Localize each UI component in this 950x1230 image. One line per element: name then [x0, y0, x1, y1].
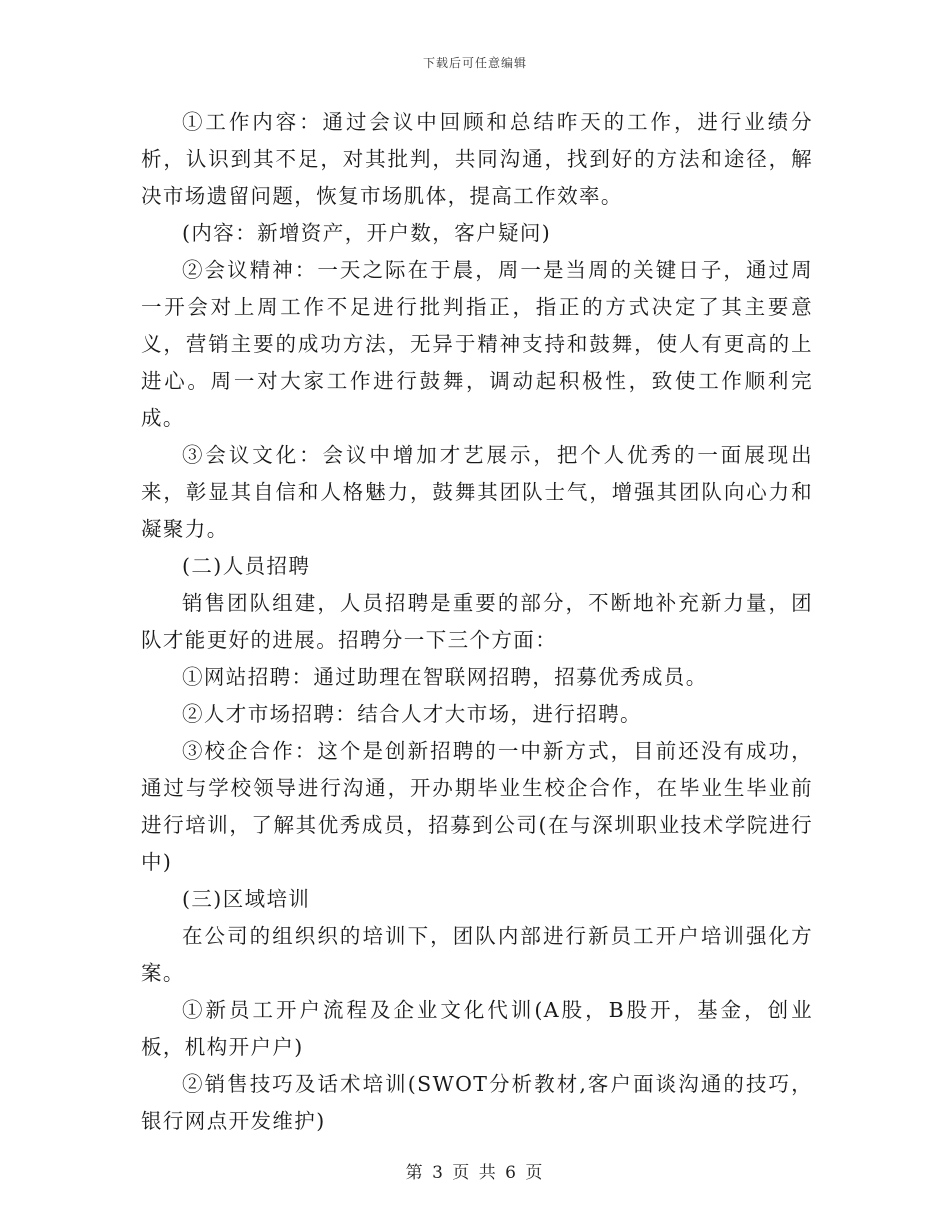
- paragraph-talent-market: ②人才市场招聘：结合人才大市场，进行招聘。: [182, 702, 642, 726]
- paragraph-website-recruitment: ①网站招聘：通过助理在智联网招聘，招募优秀成员。: [182, 665, 708, 689]
- paragraph-sales-training: ②销售技巧及话术培训(SWOT分析教材,客户面谈沟通的技巧，银行网点开发维护): [141, 1072, 813, 1133]
- section-heading-recruitment: (二)人员招聘: [182, 554, 311, 578]
- paragraph-work-content: ①工作内容：通过会议中回顾和总结昨天的工作，进行业绩分析，认识到其不足，对其批判，共同沟通，找到好的方法和途径，解决市场遗留问题，恢复市场肌体，提高工作效率。: [141, 110, 813, 208]
- paragraph-meeting-culture: ③会议文化：会议中增加才艺展示，把个人优秀的一面展现出来，彰显其自信和人格魅力，鼓舞其团队士气，增强其团队向心力和凝聚力。: [141, 443, 813, 541]
- paragraph-school-cooperation: ③校企合作：这个是创新招聘的一中新方式，目前还没有成功，通过与学校领导进行沟通，开办期毕业生校企合作，在毕业生毕业前进行培训，了解其优秀成员，招募到公司(在与深圳职业技术学院进行中): [141, 739, 813, 874]
- paragraph-training-intro: 在公司的组织织的培训下，团队内部进行新员工开户培训强化方案。: [141, 924, 813, 985]
- paragraph-meeting-spirit: ②会议精神：一天之际在于晨，周一是当周的关键日子，通过周一开会对上周工作不足进行批判指正，指正的方式决定了其主要意义，营销主要的成功方法，无异于精神支持和鼓舞，使人有更高的上进心。周一对大家工作进行鼓舞，调动起积极性，致使工作顺利完成。: [141, 258, 813, 430]
- paragraph-recruitment-intro: 销售团队组建，人员招聘是重要的部分，不断地补充新力量，团队才能更好的进展。招聘分一下三个方面：: [141, 591, 813, 652]
- document-body: [141, 104, 813, 1140]
- paragraph-content-note: (内容：新增资产，开户数，客户疑问): [182, 221, 552, 245]
- paragraph-account-training: ①新员工开户流程及企业文化代训(A股，B股开，基金，创业板，机构开户户): [141, 998, 813, 1059]
- page-footer: 第 3 页 共 6 页: [405, 1163, 545, 1183]
- section-heading-training: (三)区域培训: [182, 887, 311, 911]
- page-header: 下载后可任意编辑: [422, 56, 527, 70]
